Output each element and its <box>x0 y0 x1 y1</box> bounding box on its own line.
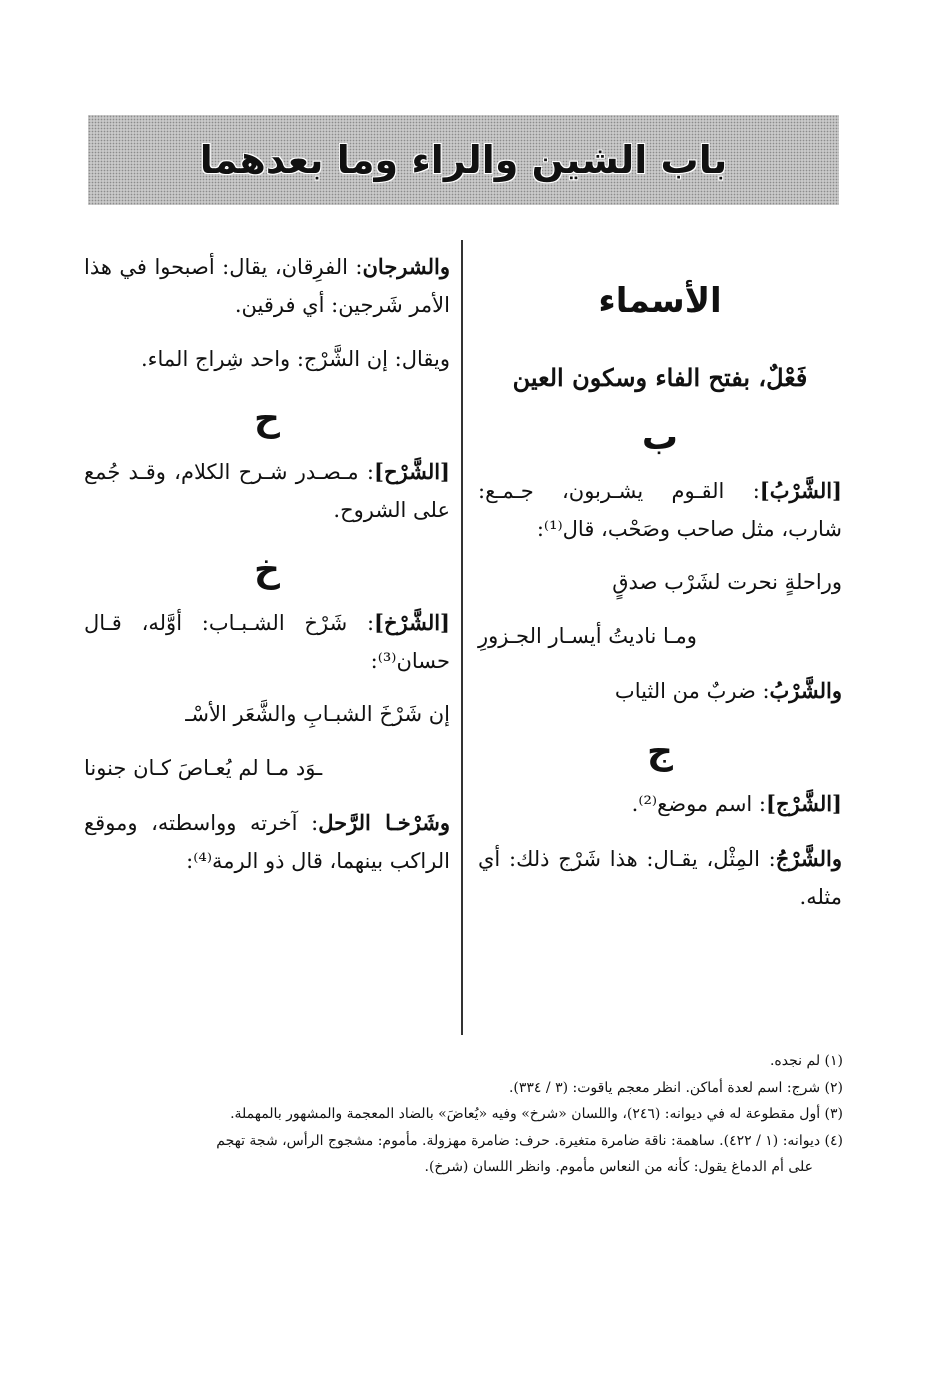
entry-sharkh <box>84 604 450 681</box>
entry-term: [الشَّرْبُ] <box>759 477 842 503</box>
footnote-2: (٢) شرج: اسم لعدة أماكن. انظر معجم ياقوت: (٣ / ٣٣٤). <box>508 1079 843 1096</box>
entry-term: والشَّرْبُ <box>769 677 842 703</box>
entry-definition: : اسم موضع⁽²⁾. <box>631 792 767 817</box>
entry-term: والشرجان <box>362 254 450 279</box>
entry-term: وشَرْخـا الرَّحل <box>318 809 450 835</box>
entry-term: [الشَّرْح] <box>374 458 450 484</box>
entry-sharkha-rahl <box>84 804 450 881</box>
entry-shurb <box>478 472 842 549</box>
entry-term: [الشَّرْج] <box>766 791 842 817</box>
entry-definition: : شَرْخ الشـبـاب: أوَّله، قـال حسان⁽³⁾: <box>84 610 450 673</box>
entry-definition: : القـوم يشـربون، جـمـع: شارب، مثل صاحب وصَحْب، قال⁽¹⁾: <box>478 478 842 541</box>
column-divider <box>461 240 463 1035</box>
entry-definition: : آخرته وواسطته، وموقع الراكب بينهما، قال ذو الرمة⁽⁴⁾: <box>84 810 450 873</box>
entry-sharj-water: ويقال: إن الشَّرْج: واحد شِراج الماء. <box>140 346 450 371</box>
entry-definition: : الفرِقان، يقال: أصبحوا في هذا الأمر شَرجين: أي فرقين. <box>84 255 450 317</box>
verse-line: إن شَرْخَ الشبـابِ والشَّعَر الأسْـ <box>185 702 450 727</box>
footnote-4-continued: على أم الدماغ يقول: كأنه من النعاس مأموم. وانظر اللسان (شرخ). <box>424 1159 813 1176</box>
entry-definition: : مـصـدر شـرح الكلام، وقـد جُمع على الشروح. <box>84 459 450 522</box>
chapter-banner <box>88 115 839 205</box>
entry-shurb-garment <box>478 672 842 711</box>
verse-line: ومـا ناديتُ أيسـار الجـزورِ <box>478 624 697 649</box>
right-column <box>478 265 842 933</box>
entry-sharh <box>84 453 450 530</box>
left-column <box>84 248 450 897</box>
letter-heading-h: ح <box>254 398 280 440</box>
entry-term: [الشَّرْخ] <box>374 609 450 635</box>
entry-sharj-mithl <box>478 840 842 917</box>
letter-heading-b: ب <box>641 417 679 459</box>
footnote-3: (٣) أول مقطوعة له في ديوانه: (٢٤٦)، واللسان «شرخ» وفيه «يُعاضَ» بالضاد المعجمة والمشهور بالمهملة. <box>230 1106 843 1123</box>
verse-line: ـوَد مـا لم يُعـاصَ كـان جنونا <box>84 756 323 781</box>
entry-sharjan <box>84 248 450 325</box>
verse-line: وراحلةٍ نحرت لشَرْب صدقٍ <box>612 570 842 595</box>
entry-sharj <box>478 785 842 824</box>
footnotes <box>88 1048 843 1181</box>
entry-term: والشَّرْجُ <box>775 845 842 871</box>
chapter-title: باب الشين والراء وما بعدهما <box>199 138 728 182</box>
section-heading: الأسماء <box>598 281 722 321</box>
entry-definition: : ضربٌ من الثياب <box>614 678 770 703</box>
footnote-4: (٤) ديوانه: (١ / ٤٢٢). ساهمة: ناقة ضامرة متغيرة. حرف: ضامرة مهزولة. مأموم: مشجوج الرأس، شجة تهجم <box>216 1132 843 1149</box>
letter-heading-j: ج <box>647 730 673 772</box>
footnote-1: (١) لم نجده. <box>769 1053 843 1069</box>
letter-heading-kh: خ <box>254 549 280 591</box>
entry-definition: : المِثْل، يقـال: هذا شَرْج ذلك: أي مثله. <box>478 846 842 909</box>
pattern-heading: فَعْلٌ، بفتح الفاء وسكون العين <box>512 363 808 393</box>
